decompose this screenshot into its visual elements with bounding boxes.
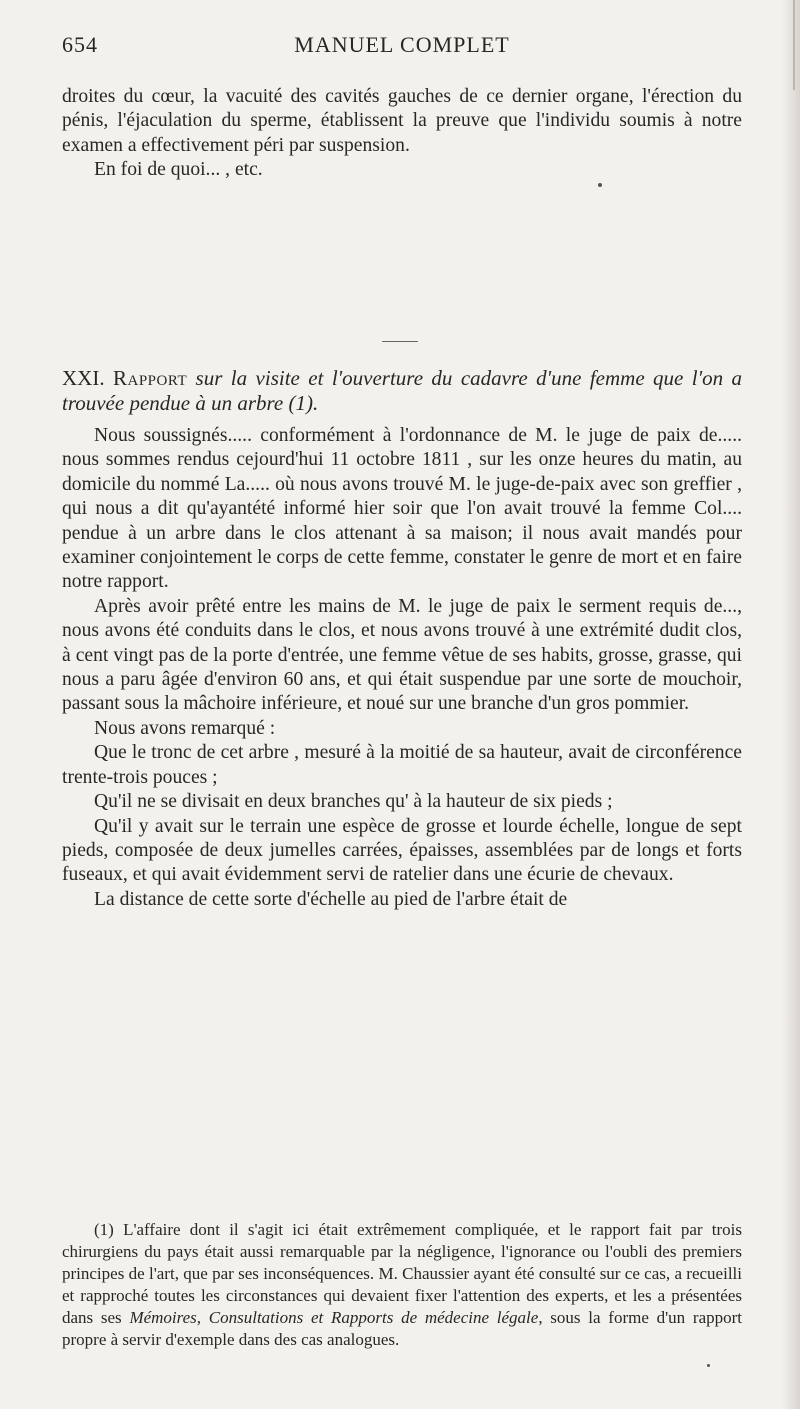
paragraph-remarks-intro: Nous avons remarqué :	[94, 717, 276, 739]
closing-formula: En foi de quoi... , etc.	[94, 159, 263, 181]
section-number: XXI.	[62, 366, 105, 390]
section-label: Rapport	[113, 366, 188, 390]
running-title: MANUEL COMPLET	[294, 32, 510, 57]
footnote-body: L'affaire dont il s'agit ici était extrêmement compliquée, et le rapport fait par trois chirurgiens du pays était aussi remarquable par la négligence, l'ignorance ou l'oubli des premiers principes de l'art, que par ses inconséquences. M. Chaussier ayant été consulté sur ce cas, a recueilli et rapproché toutes les circonstances qui devaient fixer l'attention des experts, et les a présentées dans ses	[62, 1220, 743, 1327]
continuation-paragraph: droites du cœur, la vacuité des cavités gauches de ce dernier organe, l'érection du pénis, l'éjaculation du sperme, établissent la preuve que l'individu soumis à notre examen a effectivement péri par suspension.	[62, 86, 742, 156]
section-separator	[382, 341, 418, 342]
section-heading	[62, 366, 742, 416]
print-speck	[598, 183, 602, 187]
section-title	[62, 366, 742, 416]
paragraph-branches: Qu'il ne se divisait en deux branches qu' à la hauteur de six pieds ;	[94, 791, 613, 813]
paragraph-discovery: Après avoir prêté entre les mains de M. le juge de paix le serment requis de..., nous avons été conduits dans le clos, et nous avons trouvé à une extrémité dudit clos, à cent vingt pas de la porte d'entrée, une femme vêtue de ses habits, grosse, grasse, qui nous a paru âgée d'environ 60 ans, et qui était suspendue par une sorte de mouchoir, passant sous la mâchoire inférieure, et noué sur une branche d'un gros pommier.	[62, 595, 742, 715]
paragraph-distance: La distance de cette sorte d'échelle au pied de l'arbre était de	[94, 888, 568, 910]
footnote-reference: (1).	[288, 391, 319, 415]
report-body	[62, 424, 742, 912]
section-title-text: sur la visite et l'ouverture du cadavre d'une femme que l'on a trouvée pendue à un arbre	[62, 366, 743, 415]
continuation-block	[62, 85, 742, 183]
paragraph-summons: Nous soussignés..... conformément à l'ordonnance de M. le juge de paix de..... nous sommes rendus cejourd'hui 11 octobre 1811 , sur les onze heures du matin, au domicile du nommé La..... où nous avons trouvé M. le juge-de-paix avec son greffier , qui nous a dit qu'ayantété informé hier soir que l'on avait trouvé la femme Col.... pendue à un arbre dans le clos attenant à sa maison; il nous avait mandés pour examiner conjointement le corps de cette femme, constater le genre de mort et en faire notre rapport.	[62, 425, 742, 593]
footnote	[62, 1219, 742, 1350]
page-number: 654	[62, 32, 98, 57]
footnote-work-title: Mémoires, Consultations et Rapports de médecine légale	[129, 1307, 539, 1327]
paragraph-trunk: Que le tronc de cet arbre , mesuré à la moitié de sa hauteur, avait de circonférence trente-trois pouces ;	[62, 742, 742, 788]
footnote-marker: (1)	[94, 1220, 114, 1239]
page-edge-rule	[793, 0, 795, 90]
page-edge-shadow	[782, 0, 800, 1409]
footnote-text	[62, 1219, 742, 1350]
print-speck	[707, 1364, 710, 1367]
paragraph-ladder: Qu'il y avait sur le terrain une espèce de grosse et lourde échelle, longue de sept pieds, composée de deux jumelles carrées, épaisses, assemblées par de longs et forts fuseaux, et qui avait évidemment servi de ratelier dans une écurie de chevaux.	[62, 815, 742, 886]
page-header	[62, 32, 742, 68]
footnote-ending: , sous la forme d'un rapport propre à servir d'exemple dans des cas analogues.	[62, 1307, 743, 1349]
